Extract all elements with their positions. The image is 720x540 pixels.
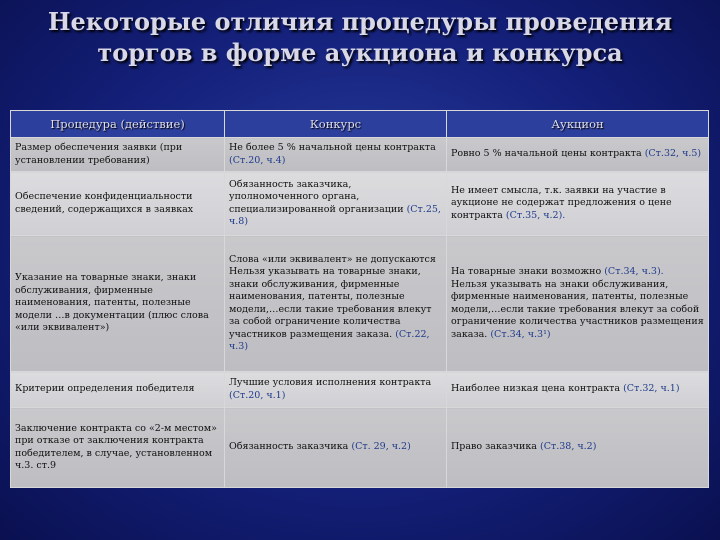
header-procedure: Процедура (действие) xyxy=(11,111,225,138)
comparison-table xyxy=(10,110,709,488)
table-header-row xyxy=(11,111,709,138)
cell-procedure: Размер обеспечения заявки (при установлении требования) xyxy=(11,138,225,172)
article-ref: (Ст.32, ч.5) xyxy=(644,148,702,160)
article-ref: (Ст.20, ч.1) xyxy=(229,389,286,401)
table-row xyxy=(11,372,709,408)
cell-procedure: Критерии определения победителя xyxy=(11,372,225,408)
title-line-1: Некоторые отличия процедуры проведения xyxy=(47,7,673,36)
cell-auction: На товарные знаки возможно (Ст.34, ч.3). Нельзя указывать на знаки обслуживания, фирменные наименования, патенты, полезные модели,…если такие требования влекут за собой ограничение количества участников размещения заказа. (Ст.34, ч.3¹) xyxy=(447,236,709,372)
article-ref: (Ст.35, ч.2). xyxy=(505,209,566,221)
title-line-2: торгов в форме аукциона и конкурса xyxy=(97,38,623,67)
cell-procedure: Обеспечение конфиденциальности сведений, содержащихся в заявках xyxy=(11,172,225,236)
table-row xyxy=(11,408,709,488)
table-row xyxy=(11,138,709,172)
table-row xyxy=(11,172,709,236)
article-ref: (Ст. 29, ч.2) xyxy=(351,441,411,453)
cell-konkurs: Лучшие условия исполнения контракта (Ст.20, ч.1) xyxy=(225,372,447,408)
article-ref: (Ст.38, ч.2) xyxy=(539,441,597,453)
cell-auction: Наиболее низкая цена контракта (Ст.32, ч.1) xyxy=(447,372,709,408)
article-ref: (Ст.22, ч.3) xyxy=(229,328,430,352)
table-row xyxy=(11,236,709,372)
cell-auction: Ровно 5 % начальной цены контракта (Ст.32, ч.5) xyxy=(447,138,709,172)
article-ref: (Ст.20, ч.4) xyxy=(229,154,286,166)
article-ref: (Ст.34, ч.3¹) xyxy=(490,328,551,340)
cell-auction: Право заказчика (Ст.38, ч.2) xyxy=(447,408,709,488)
cell-konkurs: Слова «или эквивалент» не допускаются Нельзя указывать на товарные знаки, знаки обслуживания, фирменные наименования, патенты, полезные модели,…если такие требования влекут за собой ограничение количества участников размещения заказа. (Ст.22, ч.3) xyxy=(225,236,447,372)
cell-konkurs: Не более 5 % начальной цены контракта (Ст.20, ч.4) xyxy=(225,138,447,172)
slide-title xyxy=(0,6,720,68)
header-auction: Аукцион xyxy=(447,111,709,138)
article-ref: (Ст.34, ч.3). xyxy=(604,266,664,277)
cell-konkurs: Обязанность заказчика (Ст. 29, ч.2) xyxy=(225,408,447,488)
cell-konkurs: Обязанность заказчика, уполномоченного органа, специализированной организации (Ст.25, ч.8) xyxy=(225,172,447,236)
article-ref: (Ст.32, ч.1) xyxy=(623,383,680,395)
article-ref: (Ст.25, ч.8) xyxy=(229,203,441,227)
header-konkurs: Конкурс xyxy=(225,111,447,138)
cell-procedure: Указание на товарные знаки, знаки обслуживания, фирменные наименования, патенты, полезные модели …в документации (плюс слова «или эквивалент») xyxy=(11,236,225,372)
cell-procedure: Заключение контракта со «2-м местом» при отказе от заключения контракта победителем, в случае, установленном ч.3. ст.9 xyxy=(11,408,225,488)
cell-auction: Не имеет смысла, т.к. заявки на участие в аукционе не содержат предложения о цене контракта (Ст.35, ч.2). xyxy=(447,172,709,236)
